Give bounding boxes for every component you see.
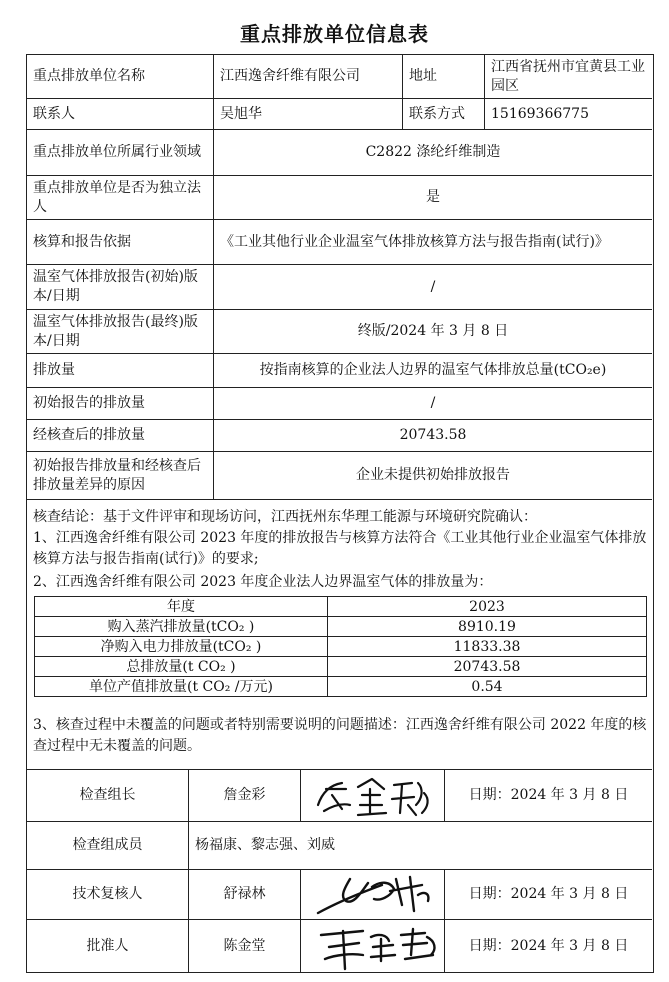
approver-name: 陈金堂 <box>223 937 266 954</box>
conclusion-item-1: 1、江西逸舍纤维有限公司 2023 年度的排放报告与核算方法符合《工业其他行业企业温室气体排放核算方法与报告指南(试行)》的要求; <box>33 530 647 567</box>
address-label: 地址 <box>409 68 437 84</box>
basis-label: 核算和报告依据 <box>33 233 131 250</box>
total-emission-label: 总排放量(t CO₂ ) <box>35 657 328 677</box>
approver-label: 批准人 <box>86 937 129 954</box>
phone-label: 联系方式 <box>409 105 465 122</box>
independent-value: 是 <box>426 189 440 205</box>
initial-emission-value: / <box>430 395 436 411</box>
year-header-value: 2023 <box>328 597 647 617</box>
phone-value: 15169366775 <box>491 105 589 122</box>
table-row <box>35 617 647 637</box>
conclusion-intro: 核查结论：基于文件评审和现场访问，江西抚州东华理工能源与环境研究院确认： <box>33 509 537 525</box>
electricity-emission-label: 净购入电力排放量(tCO₂ ) <box>35 637 328 657</box>
intensity-emission-label: 单位产值排放量(t CO₂ /万元) <box>35 677 328 697</box>
approver-signature-image <box>315 921 447 971</box>
leader-name: 詹金彩 <box>223 787 266 803</box>
diff-reason-label: 初始报告排放量和经核查后排放量差异的原因 <box>33 457 201 493</box>
electricity-emission-value: 11833.38 <box>328 637 647 657</box>
year-header-label: 年度 <box>35 597 328 617</box>
verified-emission-value: 20743.58 <box>399 427 467 443</box>
reviewer-date: 日期：2024 年 3 月 8 日 <box>468 886 629 902</box>
diff-reason-value: 企业未提供初始排放报告 <box>356 467 510 483</box>
approver-date: 日期：2024 年 3 月 8 日 <box>468 937 629 954</box>
members-names: 杨福康、黎志强、刘威 <box>195 837 335 853</box>
basis-value: 《工业其他行业企业温室气体排放核算方法与报告指南(试行)》 <box>220 233 609 250</box>
table-row <box>35 657 647 677</box>
final-version-label: 温室气体排放报告(最终)版本/日期 <box>33 313 198 349</box>
emission-label: 排放量 <box>33 362 75 378</box>
conclusion-item-3: 3、核查过程中未覆盖的问题或者特别需要说明的问题描述：江西逸舍纤维有限公司 2022 年度的核查过程中无未覆盖的问题。 <box>33 717 647 754</box>
leader-date: 日期：2024 年 3 月 8 日 <box>468 787 629 803</box>
steam-emission-value: 8910.19 <box>328 617 647 637</box>
industry-label: 重点排放单位所属行业领域 <box>33 144 201 160</box>
independent-label: 重点排放单位是否为独立法人 <box>33 179 201 215</box>
leader-signature-image <box>312 775 436 819</box>
document-title: 重点排放单位信息表 <box>240 22 429 46</box>
contact-value: 吴旭华 <box>220 105 262 122</box>
unit-name-value: 江西逸舍纤维有限公司 <box>220 68 360 84</box>
info-table <box>26 54 654 973</box>
total-emission-value: 20743.58 <box>328 657 647 677</box>
initial-version-value: / <box>430 278 436 295</box>
address-value: 江西省抚州市宜黄县工业园区 <box>491 58 645 94</box>
table-row <box>35 597 647 617</box>
emission-summary-table <box>34 596 647 697</box>
intensity-emission-value: 0.54 <box>328 677 647 697</box>
industry-value: C2822 涤纶纤维制造 <box>365 144 501 160</box>
steam-emission-label: 购入蒸汽排放量(tCO₂ ) <box>35 617 328 637</box>
reviewer-name: 舒禄林 <box>223 886 266 902</box>
initial-version-label: 温室气体排放报告(初始)版本/日期 <box>33 269 198 304</box>
conclusion-item-2: 2、江西逸舍纤维有限公司 2023 年度企业法人边界温室气体的排放量为： <box>33 574 493 590</box>
reviewer-signature-image <box>310 871 442 919</box>
final-version-value: 终版/2024 年 3 月 8 日 <box>357 323 509 339</box>
verified-emission-label: 经核查后的排放量 <box>33 427 145 443</box>
reviewer-label: 技术复核人 <box>72 886 143 902</box>
initial-emission-label: 初始报告的排放量 <box>33 395 145 411</box>
unit-name-label: 重点排放单位名称 <box>33 68 145 84</box>
table-row <box>35 677 647 697</box>
table-row <box>35 637 647 657</box>
emission-value: 按指南核算的企业法人边界的温室气体排放总量(tCO₂e) <box>259 362 607 378</box>
leader-label: 检查组长 <box>79 787 136 803</box>
members-label: 检查组成员 <box>72 837 143 853</box>
contact-label: 联系人 <box>33 105 75 122</box>
